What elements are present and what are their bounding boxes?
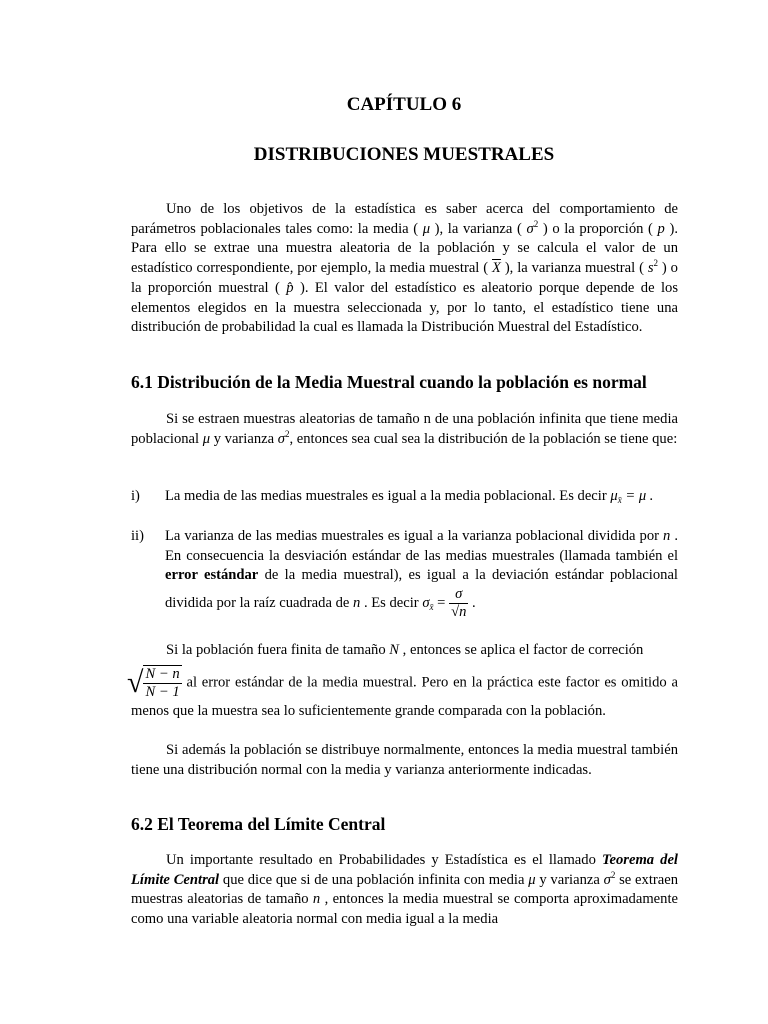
bold-term: error estándar (165, 567, 259, 584)
text: = μ . (621, 488, 654, 504)
sqrt-sign: √ (451, 604, 460, 621)
intro-paragraph (131, 200, 678, 338)
sigma-symbol: σ (526, 220, 534, 237)
sigma-symbol: σ (603, 871, 611, 888)
text: . En consecuencia la desviación estándar de las medias muestrales (llamada también el (165, 528, 679, 564)
p-symbol: p (657, 220, 665, 237)
text: . (468, 594, 476, 611)
list-item-label: i) (131, 488, 140, 504)
chapter-title: DISTRIBUCIONES MUESTRALES (253, 144, 555, 165)
sigma-symbol: σ (422, 594, 430, 611)
list-item-label: ii) (131, 528, 144, 544)
fraction (449, 586, 468, 621)
text: = (433, 594, 450, 611)
n-symbol: n (312, 891, 321, 908)
denominator: N − 1 (145, 684, 180, 700)
section-1-heading: 6.1 Distribución de la Media Muestral cuando la población es normal (131, 372, 647, 392)
numerator: N − n (145, 666, 180, 682)
superscript: 2 (533, 218, 539, 229)
mu-symbol: μ (528, 871, 536, 888)
mu-symbol: μ (202, 430, 211, 447)
text: Si se estraen muestras aleatorias de tamaño n de una población infinita que tiene media poblacional (131, 411, 678, 447)
section-1-paragraph-3: Si además la población se distribuye normalmente, entonces la media muestral también tiene una distribución normal con la media y varianza anteriormente indicadas. (131, 742, 678, 778)
list-item-1 (165, 487, 678, 507)
subscript: x̄ (617, 495, 622, 505)
n-symbol: n (663, 528, 671, 544)
sqrt-sign: √ (127, 666, 144, 699)
text: ), la varianza ( (430, 220, 527, 237)
text: ), la varianza muestral ( (500, 260, 648, 277)
chapter-number: CAPÍTULO 6 (346, 94, 462, 115)
text: ) o la proporción muestral ( (131, 260, 678, 296)
superscript: 2 (610, 869, 616, 880)
xbar-symbol: $\overline{X}$ (492, 260, 501, 277)
text: Si la población fuera finita de tamaño (166, 642, 390, 658)
text: , entonces sea cual sea la distribución de la población se tiene que: (289, 430, 678, 447)
text: ). El valor del estadístico es aleatorio porque depende de los elementos elegidos en la muestra seleccionada y, por lo tanto, el estadístico tiene una distribución de probabilidad la cual es llamada la Distribución Muestral del Estadístico. (131, 279, 679, 336)
text: se extraen muestras aleatorias de tamaño (131, 871, 678, 908)
superscript: 2 (284, 428, 290, 439)
finite-correction-factor (127, 665, 182, 701)
s-symbol: s (647, 260, 654, 277)
n-symbol: n (459, 604, 467, 621)
text: La varianza de las medias muestrales es igual a la varianza poblacional dividida por (165, 528, 664, 544)
subscript: x̄ (429, 601, 434, 612)
list-item-2 (165, 527, 678, 621)
bold-term: Teorema del Límite Central (131, 852, 678, 888)
text: , entonces se aplica el factor de correción (399, 642, 644, 658)
text: Un importante resultado en Probabilidades y Estadística es el llamado (166, 852, 602, 868)
section-1-paragraph-2 (131, 641, 678, 661)
text: al error estándar de la media muestral. Pero en la práctica este factor es omitido a menos que la muestra sea lo suficientemente grande comparada con la población. (131, 674, 678, 719)
sigma-symbol: σ (277, 430, 285, 447)
n-symbol: n (353, 594, 361, 611)
section-2-paragraph-1 (131, 851, 678, 930)
section-1-paragraph-2-cont (127, 665, 678, 721)
mu-symbol: μ (422, 220, 431, 237)
phat-symbol: p̂ (286, 279, 294, 296)
denominator (449, 603, 468, 621)
text: , entonces la media muestral se comporta aproximadamente como una variable aleatoria normal con media igual a la media (131, 891, 678, 928)
text: . Es decir (360, 594, 423, 611)
formula-mean-of-means (610, 488, 653, 504)
text: ) o la proporción ( (538, 220, 658, 237)
fraction (143, 665, 181, 701)
section-1-paragraph-1 (131, 410, 678, 449)
section-2-heading: 6.2 El Teorema del Límite Central (131, 814, 386, 834)
text: Uno de los objetivos de la estadística es saber acerca del comportamiento de parámetros poblacionales tales como: la media ( (131, 201, 678, 237)
text: de la media muestral), es igual a la deviación estándar poblacional dividida por la raíz cuadrada de (165, 567, 678, 611)
text: que dice que si de una población infinita con media (219, 871, 529, 888)
text: ). Para ello se extrae una muestra aleatoria de la población y se calcula el valor de un estadístico correspondiente, por ejemplo, la media muestral ( (131, 220, 678, 277)
numerator: σ (455, 586, 463, 603)
text: y varianza (535, 871, 604, 888)
superscript: 2 (653, 258, 659, 269)
mu-symbol: μ (610, 488, 618, 504)
text: y varianza (210, 430, 278, 447)
N-symbol: N (389, 642, 400, 658)
text: La media de las medias muestrales es igual a la media poblacional. Es decir (165, 488, 611, 504)
formula-standard-error (422, 586, 476, 621)
